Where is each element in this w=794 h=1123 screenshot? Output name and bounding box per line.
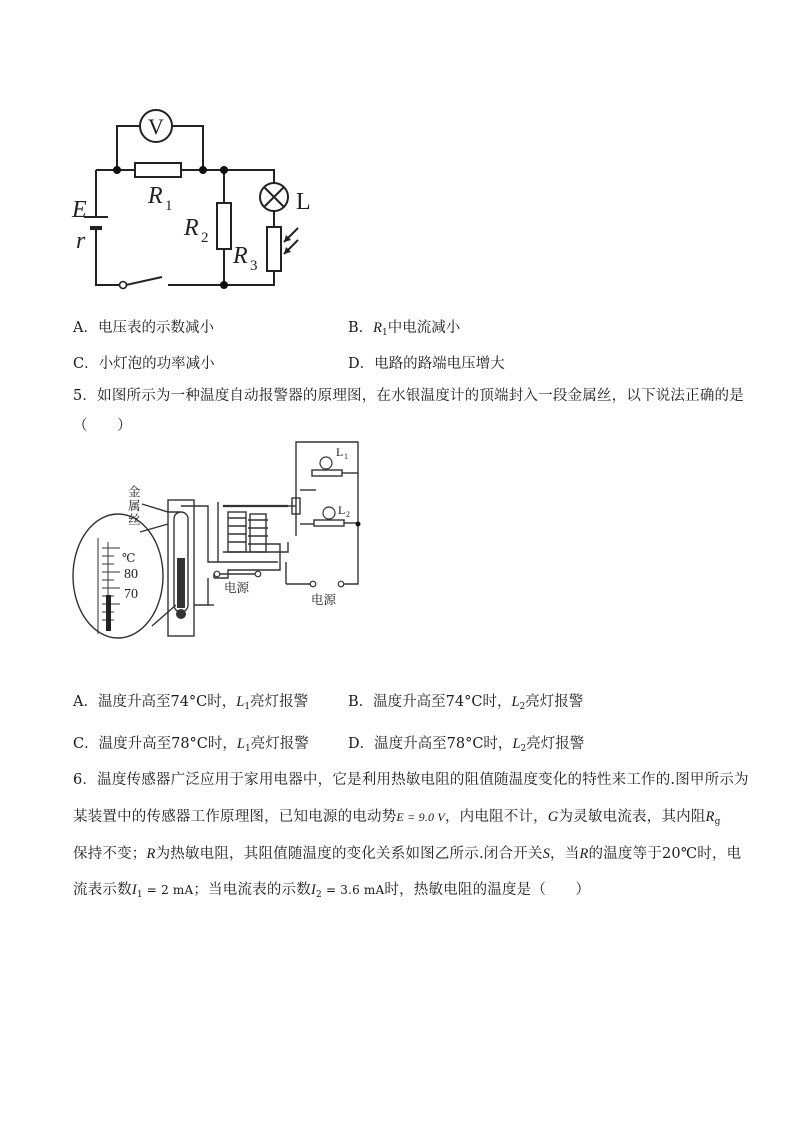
mercury-column bbox=[177, 558, 185, 608]
option-text: 亮灯报警 bbox=[250, 694, 309, 710]
coil-windings bbox=[248, 520, 268, 544]
circuit-diagram-1 bbox=[60, 95, 330, 300]
q5-option-d[interactable] bbox=[348, 732, 584, 754]
text: 的温度等于 bbox=[588, 846, 662, 862]
text: 保持不变； bbox=[73, 846, 147, 862]
option-text: 小灯泡的功率减小 bbox=[98, 356, 215, 372]
text: 流表示数 bbox=[73, 882, 132, 898]
q5-option-b[interactable] bbox=[348, 690, 583, 712]
wire bbox=[96, 240, 120, 285]
option-text: 电压表的示数减小 bbox=[97, 320, 214, 336]
q6-line-4 bbox=[73, 878, 590, 900]
wire-label-leader bbox=[142, 504, 180, 512]
current-value: = 2 mA bbox=[142, 883, 194, 897]
q5-option-c[interactable] bbox=[73, 732, 309, 754]
option-text: 温度升高至78°C时， bbox=[98, 736, 237, 752]
r2-label: R bbox=[184, 215, 199, 241]
option-variable: R bbox=[373, 320, 383, 336]
option-lamp: L bbox=[236, 694, 245, 710]
wire bbox=[181, 170, 274, 183]
switch-blade bbox=[126, 277, 162, 285]
junction-dot bbox=[220, 281, 228, 289]
alarm-circuit-diagram bbox=[68, 440, 368, 645]
emf-value: E = 9.0 V bbox=[396, 810, 445, 824]
r2-sub: 2 bbox=[201, 230, 209, 246]
q4-option-a[interactable] bbox=[73, 316, 214, 337]
r1-label: R bbox=[148, 183, 163, 209]
option-letter: A． bbox=[73, 320, 98, 336]
option-letter: B． bbox=[348, 694, 374, 710]
subscript: g bbox=[714, 817, 721, 827]
mercury-bulb bbox=[176, 609, 186, 619]
wire-label-3: 丝 bbox=[128, 513, 141, 527]
option-text: 亮灯报警 bbox=[250, 736, 309, 752]
lamp-l1-icon bbox=[320, 457, 332, 469]
option-lamp: L bbox=[236, 736, 245, 752]
galvanometer-symbol: G bbox=[547, 809, 559, 825]
source-terminal bbox=[214, 571, 220, 577]
option-letter: A． bbox=[73, 694, 98, 710]
text: ，当 bbox=[550, 846, 580, 862]
source-terminal bbox=[255, 571, 261, 577]
relay-frame bbox=[218, 502, 278, 562]
unit-celsius: ℃ bbox=[122, 551, 136, 565]
current-symbol: I bbox=[131, 882, 137, 898]
q4-option-c[interactable] bbox=[73, 352, 215, 373]
option-text: 中电流减小 bbox=[387, 320, 461, 336]
voltmeter-label: V bbox=[148, 114, 164, 139]
junction-dot bbox=[220, 166, 228, 174]
option-text: 电路的路端电压增大 bbox=[374, 356, 505, 372]
text: 时，热敏电阻的温度是（ ） bbox=[384, 882, 591, 898]
emf-label: E bbox=[72, 197, 87, 223]
option-subscript: 2 bbox=[520, 744, 527, 754]
lamp-l1-sub: 1 bbox=[344, 452, 348, 461]
option-text: 温度升高至74°C时， bbox=[373, 694, 512, 710]
wire-label-1: 金 bbox=[128, 485, 141, 499]
magnified-mercury bbox=[106, 595, 111, 631]
q5-option-a[interactable] bbox=[73, 690, 308, 712]
scale-tick-70: 70 bbox=[124, 587, 138, 602]
subscript: 1 bbox=[136, 890, 143, 900]
text: 时，电 bbox=[697, 846, 742, 862]
text: 某装置中的传感器工作原理图，已知电源的电动势 bbox=[73, 809, 397, 825]
q6-line-2 bbox=[73, 805, 721, 827]
q6-line-3 bbox=[73, 842, 741, 863]
source-terminal bbox=[338, 581, 344, 587]
option-lamp: L bbox=[512, 736, 521, 752]
text: ；当电流表的示数 bbox=[193, 882, 311, 898]
option-text: 温度升高至78°C时， bbox=[374, 736, 513, 752]
lamp-l2-sub: 2 bbox=[346, 510, 350, 519]
q4-option-d[interactable] bbox=[348, 352, 505, 373]
option-text: 温度升高至74°C时， bbox=[97, 694, 237, 710]
current-value: = 3.6 mA bbox=[321, 883, 385, 897]
internal-resistance-label: r bbox=[76, 228, 86, 254]
temperature-value: 20℃ bbox=[662, 846, 698, 862]
junction-dot bbox=[199, 166, 207, 174]
q5-stem: 5．如图所示为一种温度自动报警器的原理图，在水银温度计的顶端封入一段金属丝，以下说法正确的是 bbox=[73, 388, 744, 404]
source-terminal bbox=[310, 581, 316, 587]
option-text: 亮灯报警 bbox=[525, 694, 584, 710]
scale-tick-80: 80 bbox=[124, 567, 138, 582]
power-source-label-2: 电源 bbox=[311, 593, 337, 607]
q6-line-1: 6．温度传感器广泛应用于家用电器中，它是利用热敏电阻的阻值随温度变化的特性来工作的.图甲所示为 bbox=[73, 772, 749, 788]
resistor-r3 bbox=[267, 227, 281, 271]
option-letter: C． bbox=[73, 736, 99, 752]
lamp-l1-label: L bbox=[336, 445, 344, 459]
option-subscript: 2 bbox=[519, 702, 526, 712]
spring-coils bbox=[228, 518, 246, 542]
text: 为热敏电阻，其阻值随温度的变化关系如图乙所示.闭合开关 bbox=[155, 846, 543, 862]
r3-sub: 3 bbox=[250, 258, 258, 274]
power-source-label-1: 电源 bbox=[224, 581, 250, 595]
text: 为灵敏电流表，其内阻 bbox=[558, 809, 706, 825]
subscript: 2 bbox=[316, 890, 322, 900]
thermistor-symbol: R bbox=[579, 846, 589, 862]
option-subscript: 1 bbox=[244, 702, 251, 712]
resistor-r2 bbox=[217, 203, 231, 249]
option-letter: D． bbox=[348, 736, 375, 752]
option-subscript: 1 bbox=[382, 328, 388, 338]
option-letter: C． bbox=[73, 356, 99, 372]
r1-sub: 1 bbox=[165, 198, 173, 214]
lamp2-base bbox=[314, 520, 344, 526]
option-lamp: L bbox=[511, 694, 520, 710]
wire-label-2: 属 bbox=[128, 499, 141, 513]
junction-dot bbox=[113, 166, 121, 174]
option-text: 亮灯报警 bbox=[526, 736, 585, 752]
option-subscript: 1 bbox=[244, 744, 251, 754]
resistor-r1 bbox=[135, 163, 181, 177]
option-letter: D． bbox=[348, 356, 375, 372]
text: ，内电阻不计， bbox=[444, 809, 548, 825]
junction-dot bbox=[356, 522, 361, 527]
current-symbol: I bbox=[310, 882, 316, 898]
thermistor-symbol: R bbox=[146, 846, 156, 862]
switch-terminal bbox=[120, 282, 127, 289]
q4-option-b[interactable] bbox=[348, 316, 460, 338]
lamp-l2-label: L bbox=[338, 503, 346, 517]
option-letter: B． bbox=[348, 320, 374, 336]
leader-line bbox=[152, 605, 176, 626]
q5-answer-paren: （ ） bbox=[73, 418, 132, 434]
wire bbox=[344, 524, 358, 584]
lamp1-base bbox=[312, 470, 342, 476]
resistance-symbol: R bbox=[705, 809, 715, 825]
r3-label: R bbox=[233, 243, 248, 269]
wire bbox=[194, 578, 208, 605]
switch-symbol: S bbox=[542, 846, 551, 862]
lamp-label: L bbox=[296, 189, 311, 215]
wire bbox=[214, 544, 280, 578]
magnifier-circle bbox=[73, 514, 163, 638]
lamp-l2-icon bbox=[323, 507, 335, 519]
